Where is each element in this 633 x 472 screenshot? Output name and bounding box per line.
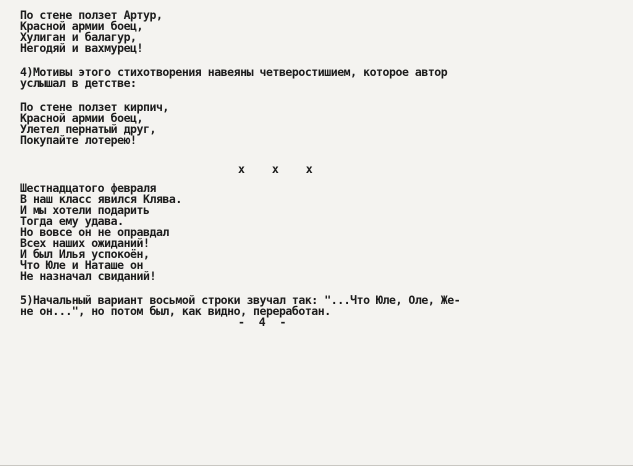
poem-line: По стене ползет кирпич, xyxy=(20,100,169,114)
scan-bottom-margin xyxy=(0,466,633,472)
poem-line: Всех наших ожиданий! xyxy=(20,236,150,250)
poem-line: Тогда ему удава. xyxy=(20,214,124,228)
poem-line: В наш класс явился Клява. xyxy=(20,192,182,206)
footnote-line: услышал в детстве: xyxy=(20,76,137,90)
poem-klyava xyxy=(20,183,620,282)
page-number: - 4 - xyxy=(238,315,287,329)
footnote-line: 4)Мотивы этого стихотворения навеяны четверостишием, которое автор xyxy=(20,65,448,79)
footnote-5 xyxy=(20,295,620,317)
poem-line: Не назначал свиданий! xyxy=(20,269,156,283)
poem-line: По стене ползет Артур, xyxy=(20,8,163,22)
poem-line: Красной армии боец, xyxy=(20,111,143,125)
page-text xyxy=(20,10,620,328)
poem-line: Шестнадцатого февраля xyxy=(20,181,156,195)
footnote-line: не он...", но потом был, как видно, переработан. xyxy=(20,304,331,318)
poem-artur xyxy=(20,10,620,54)
poem-line: И мы хотели подарить xyxy=(20,203,150,217)
poem-line: Негодяй и вахмурец! xyxy=(20,41,143,55)
poem-line: И был Илья успокоён, xyxy=(20,247,150,261)
poem-line: Красной армии боец, xyxy=(20,19,143,33)
section-separator: x x x xyxy=(238,162,323,176)
poem-line: Что Юле и Наташе он xyxy=(20,258,143,272)
poem-kirpich xyxy=(20,102,620,146)
footnote-line: 5)Начальный вариант восьмой строки звучал так: "...Что Юле, Оле, Же- xyxy=(20,293,461,307)
poem-line: Улетел пернатый друг, xyxy=(20,122,156,136)
poem-line: Хулиган и балагур, xyxy=(20,30,137,44)
poem-line: Но вовсе он не оправдал xyxy=(20,225,169,239)
poem-line: Покупайте лотерею! xyxy=(20,133,137,147)
footnote-4 xyxy=(20,67,620,89)
